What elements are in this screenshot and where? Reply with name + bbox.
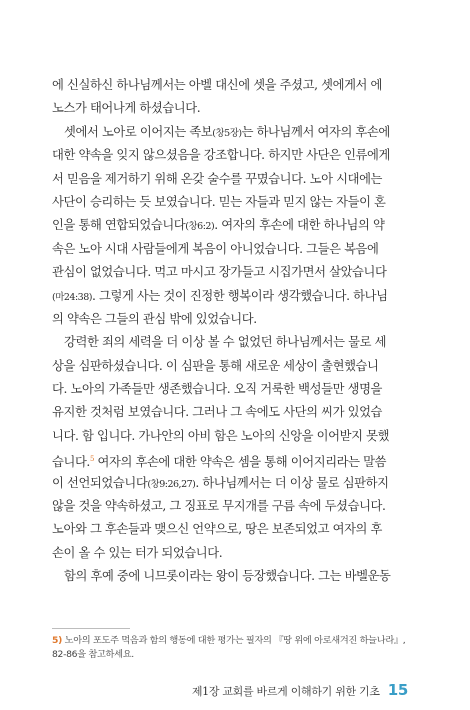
- text-line: 셋에서 노아로 이어지는 족보(창5장)는 하나님께서 여자의 후손에: [64, 124, 390, 139]
- footnote-divider: [52, 628, 130, 629]
- text-line: 대한 약속을 잊지 않으셨음을 강조합니다. 하지만 사단은 인류에게: [52, 148, 390, 163]
- running-title: 제1장 교회를 바르게 이해하기 위한 기초: [191, 685, 380, 698]
- page-number: 15: [387, 681, 408, 699]
- text-line: 노스가 태어나게 하셨습니다.: [52, 101, 201, 116]
- text-line: 함의 후예 중에 니므롯이라는 왕이 등장했습니다. 그는 바벨운동: [64, 569, 391, 584]
- body-text: [52, 74, 404, 589]
- text-line: 인을 통해 연합되었습니다(창6:2). 여자의 후손에 대한 하나님의 약: [52, 218, 385, 233]
- text-line: (마24:38). 그렇게 사는 것이 진정한 행복이라 생각했습니다. 하나님: [52, 288, 388, 303]
- text-line: 상을 심판하셨습니다. 이 심판을 통해 새로운 세상이 출현했습니: [52, 358, 379, 373]
- text-line: 강력한 죄의 세력을 더 이상 볼 수 없었던 하나님께서는 물로 세: [64, 335, 387, 350]
- text-line: 사단이 승리하는 듯 보였습니다. 믿는 자들과 믿지 않는 자들이 혼: [52, 194, 386, 209]
- text-line: 니다. 함 입니다. 가나안의 아비 함은 노아의 신앙을 이어받지 못했: [52, 428, 390, 443]
- text-line: 관심이 없었습니다. 먹고 마시고 장가들고 시집가면서 살았습니다: [52, 265, 387, 280]
- text-line: 습니다.$^5$ 여자의 후손에 대한 약속은 셈을 통해 이어지리라는 말씀: [52, 455, 387, 470]
- footnote-text: 노아의 포도주 먹음과 함의 행동에 대한 평가는 필자의 『땅 위에 아로새겨진 하늘나라』, 82-86을 참고하세요.: [52, 635, 406, 660]
- text-line: 속은 노아 시대 사람들에게 복음이 아니었습니다. 그들은 복음에: [52, 241, 379, 256]
- footnote: [52, 634, 412, 662]
- text-line: 에 신실하신 하나님께서는 아벨 대신에 셋을 주셨고, 셋에게서 에: [52, 78, 383, 92]
- text-line: 않을 것을 약속하셨고, 그 징표로 무지개를 구름 속에 두셨습니다.: [52, 499, 386, 514]
- running-footer: [192, 681, 408, 699]
- footnote-number: 5): [52, 635, 62, 646]
- text-line: 서 믿음을 제거하기 위해 온갖 술수를 꾸몄습니다. 노아 시대에는: [52, 171, 383, 186]
- text-line: 이 선언되었습니다(창9:26,27). 하나님께서는 더 이상 물로 심판하지: [52, 475, 389, 490]
- text-line: 노아와 그 후손들과 맺으신 언약으로, 땅은 보존되었고 여자의 후: [52, 522, 383, 537]
- text-line: 다. 노아의 가족들만 생존했습니다. 오직 거룩한 백성들만 생명을: [52, 382, 383, 397]
- text-line: 손이 올 수 있는 터가 되었습니다.: [52, 545, 223, 560]
- text-line: 의 약속은 그들의 관심 밖에 있었습니다.: [52, 311, 257, 326]
- text-line: 유지한 것처럼 보였습니다. 그러나 그 속에도 사단의 씨가 있었습: [52, 405, 383, 420]
